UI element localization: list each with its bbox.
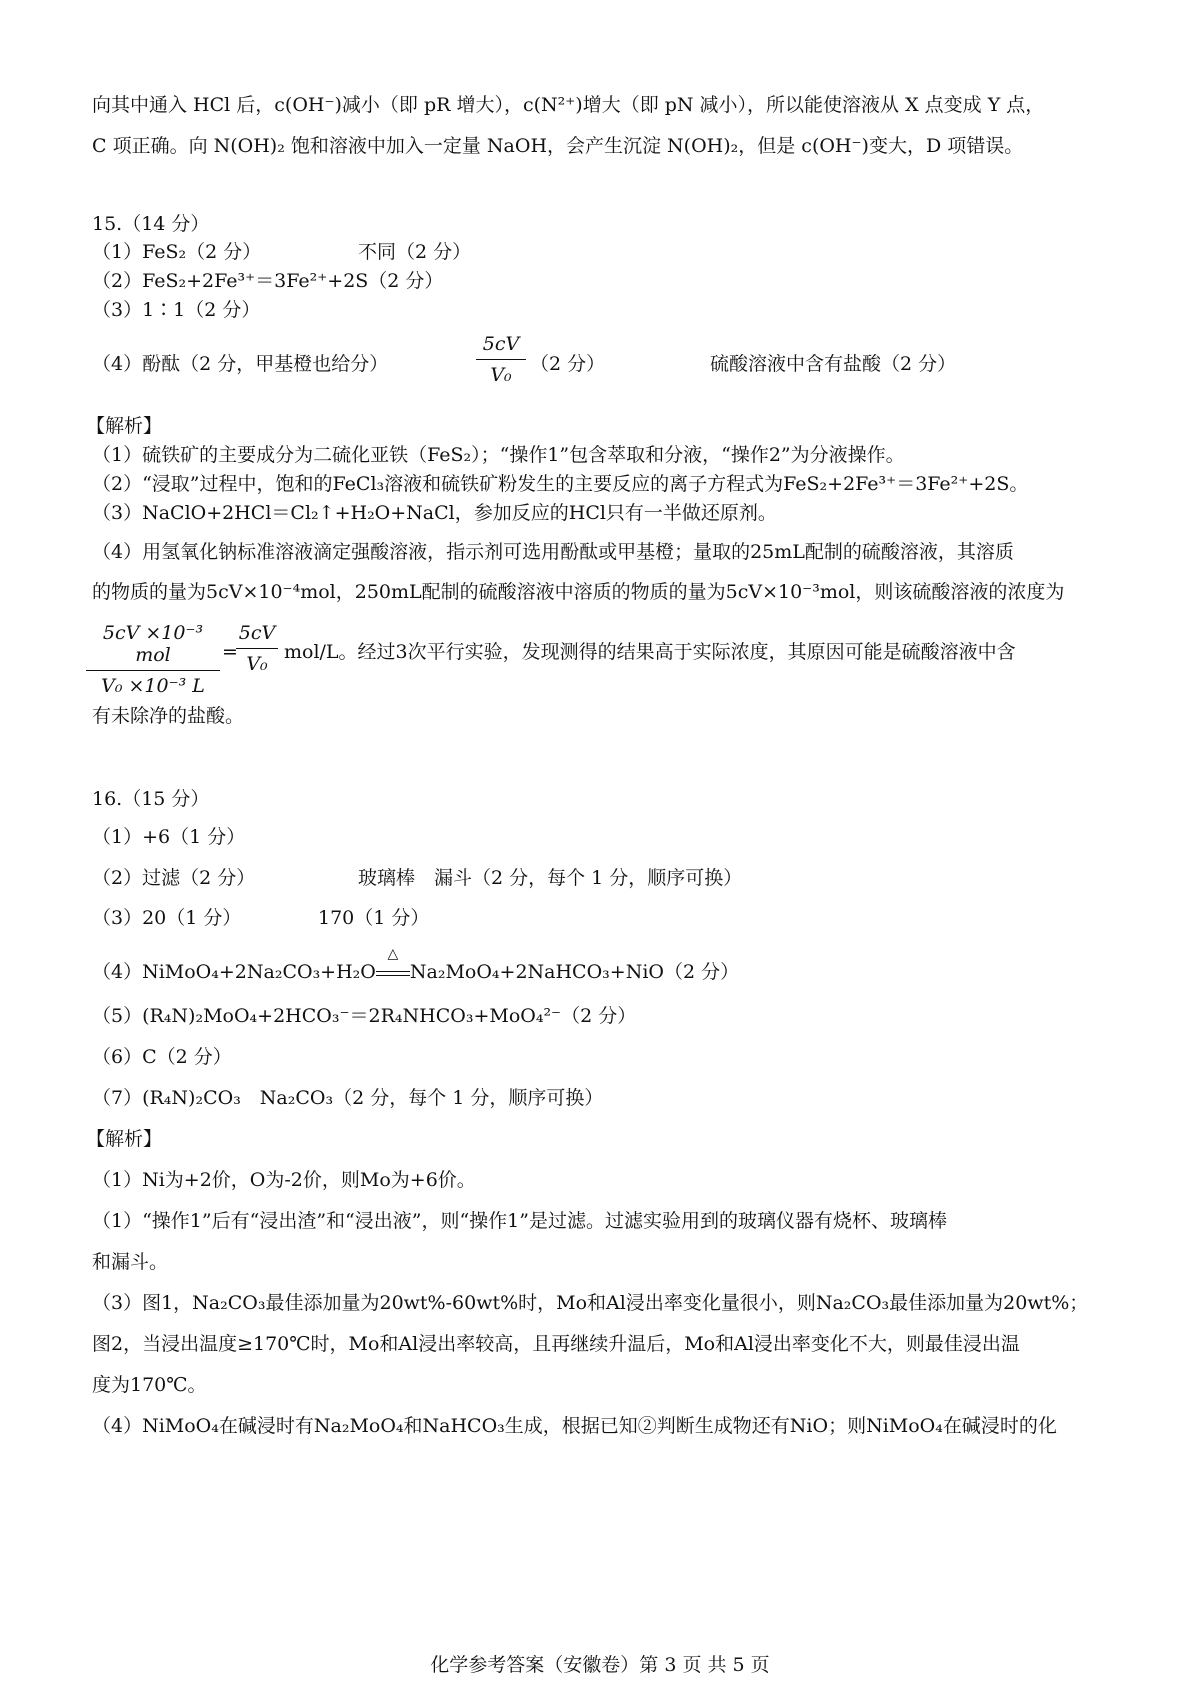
fraction-denominator: V₀ ×10⁻³ L [101,675,205,697]
q16-a2a: （2）过滤（2 分） [92,867,256,889]
q16-e3: 和漏斗。 [92,1251,169,1273]
fraction-numerator: 5cV [238,622,276,644]
top-line-1: 向其中通入 HCl 后，c(OH⁻)减小（即 pR 增大），c(N²⁺)增大（即 pN 减小），所以能使溶液从 X 点变成 Y 点， [92,94,1045,116]
q15-e5: 的物质的量为5cV×10⁻⁴mol，250mL配制的硫酸溶液中溶质的物质的量为5cV×10⁻³mol，则该硫酸溶液的浓度为 [92,581,1065,603]
q15-header: 15.（14 分） [92,213,210,235]
q16-a7: （7）(R₄N)₂CO₃ Na₂CO₃（2 分，每个 1 分，顺序可换） [92,1087,604,1109]
q15-e1: （1）硫铁矿的主要成分为二硫化亚铁（FeS₂）；“操作1”包含萃取和分液，“操作2”为分液操作。 [92,444,905,466]
q16-a3a: （3）20（1 分） [92,907,242,929]
q16-a4 [92,946,740,984]
fraction-denominator: V₀ [246,653,268,675]
q15-a1b: 不同（2 分） [358,241,472,263]
fraction-numerator: 5cV [482,333,520,355]
q15-fraction-1 [86,622,220,697]
q16-a2b: 玻璃棒 漏斗（2 分，每个 1 分，顺序可换） [358,867,743,889]
q15-fraction-2 [236,622,278,675]
q15-a1a: （1）FeS₂（2 分） [92,241,262,263]
top-line-2: C 项正确。向 N(OH)₂ 饱和溶液中加入一定量 NaOH，会产生沉淀 N(OH)₂，但是 c(OH⁻)变大，D 项错误。 [92,135,1024,157]
q16-e1: （1）Ni为+2价，O为-2价，则Mo为+6价。 [92,1169,476,1191]
q15-e2: （2）“浸取”过程中，饱和的FeCl₃溶液和硫铁矿粉发生的主要反应的离子方程式为FeS₂+2Fe³⁺＝3Fe²⁺+2S。 [92,473,1029,495]
equals-sign: = [222,641,238,663]
q16-e7: （4）NiMoO₄在碱浸时有Na₂MoO₄和NaHCO₃生成，根据已知②判断生成物还有NiO；则NiMoO₄在碱浸时的化 [92,1415,1057,1437]
heat-arrow [376,946,410,984]
q16-a4-left: （4）NiMoO₄+2Na₂CO₃+H₂O [92,961,376,983]
q16-a1: （1）+6（1 分） [92,826,246,848]
q16-e6: 度为170℃。 [92,1374,207,1396]
q15-e3: （3）NaClO+2HCl＝Cl₂↑+H₂O+NaCl，参加反应的HCl只有一半做还原剂。 [92,502,777,524]
q15-a3: （3）1∶1（2 分） [92,299,261,321]
q15-e4: （4）用氢氧化钠标准溶液滴定强酸溶液，指示剂可选用酚酞或甲基橙；量取的25mL配制的硫酸溶液，其溶质 [92,541,1014,563]
q16-a3b: 170（1 分） [318,907,430,929]
q15-e6: mol/L。经过3次平行实验，发现测得的结果高于实际浓度，其原因可能是硫酸溶液中含 [284,641,1016,663]
q15-a4a: （4）酚酞（2 分，甲基橙也给分） [92,353,389,375]
q15-a4-fraction [476,333,526,386]
q16-analysis-heading: 【解析】 [86,1128,163,1150]
q15-e7: 有未除净的盐酸。 [92,705,245,727]
q15-a4c: 硫酸溶液中含有盐酸（2 分） [710,353,957,375]
q15-analysis-heading: 【解析】 [86,415,163,437]
fraction-numerator: 5cV ×10⁻³ mol [102,622,204,666]
q16-e2: （1）“操作1”后有“浸出渣”和“浸出液”，则“操作1”是过滤。过滤实验用到的玻璃仪器有烧杯、玻璃棒 [92,1210,947,1232]
q16-a5: （5）(R₄N)₂MoO₄+2HCO₃⁻＝2R₄NHCO₃+MoO₄²⁻（2 分） [92,1005,637,1027]
q16-e5: 图2，当浸出温度≥170℃时，Mo和Al浸出率较高，且再继续升温后，Mo和Al浸出率变化不大，则最佳浸出温 [92,1333,1020,1355]
q16-e4: （3）图1，Na₂CO₃最佳添加量为20wt%-60wt%时，Mo和Al浸出率变化量很小，则Na₂CO₃最佳添加量为20wt%； [92,1292,1089,1314]
q16-a4-right: Na₂MoO₄+2NaHCO₃+NiO（2 分） [409,961,740,983]
fraction-denominator: V₀ [490,364,512,386]
heat-condition: △ [387,946,399,962]
q15-a4b: （2 分） [530,353,606,375]
q16-a6: （6）C（2 分） [92,1046,232,1068]
page-footer: 化学参考答案（安徽卷）第 3 页 共 5 页 [430,1654,770,1676]
q15-a2: （2）FeS₂+2Fe³⁺＝3Fe²⁺+2S（2 分） [92,270,444,292]
q16-header: 16.（15 分） [92,788,210,810]
